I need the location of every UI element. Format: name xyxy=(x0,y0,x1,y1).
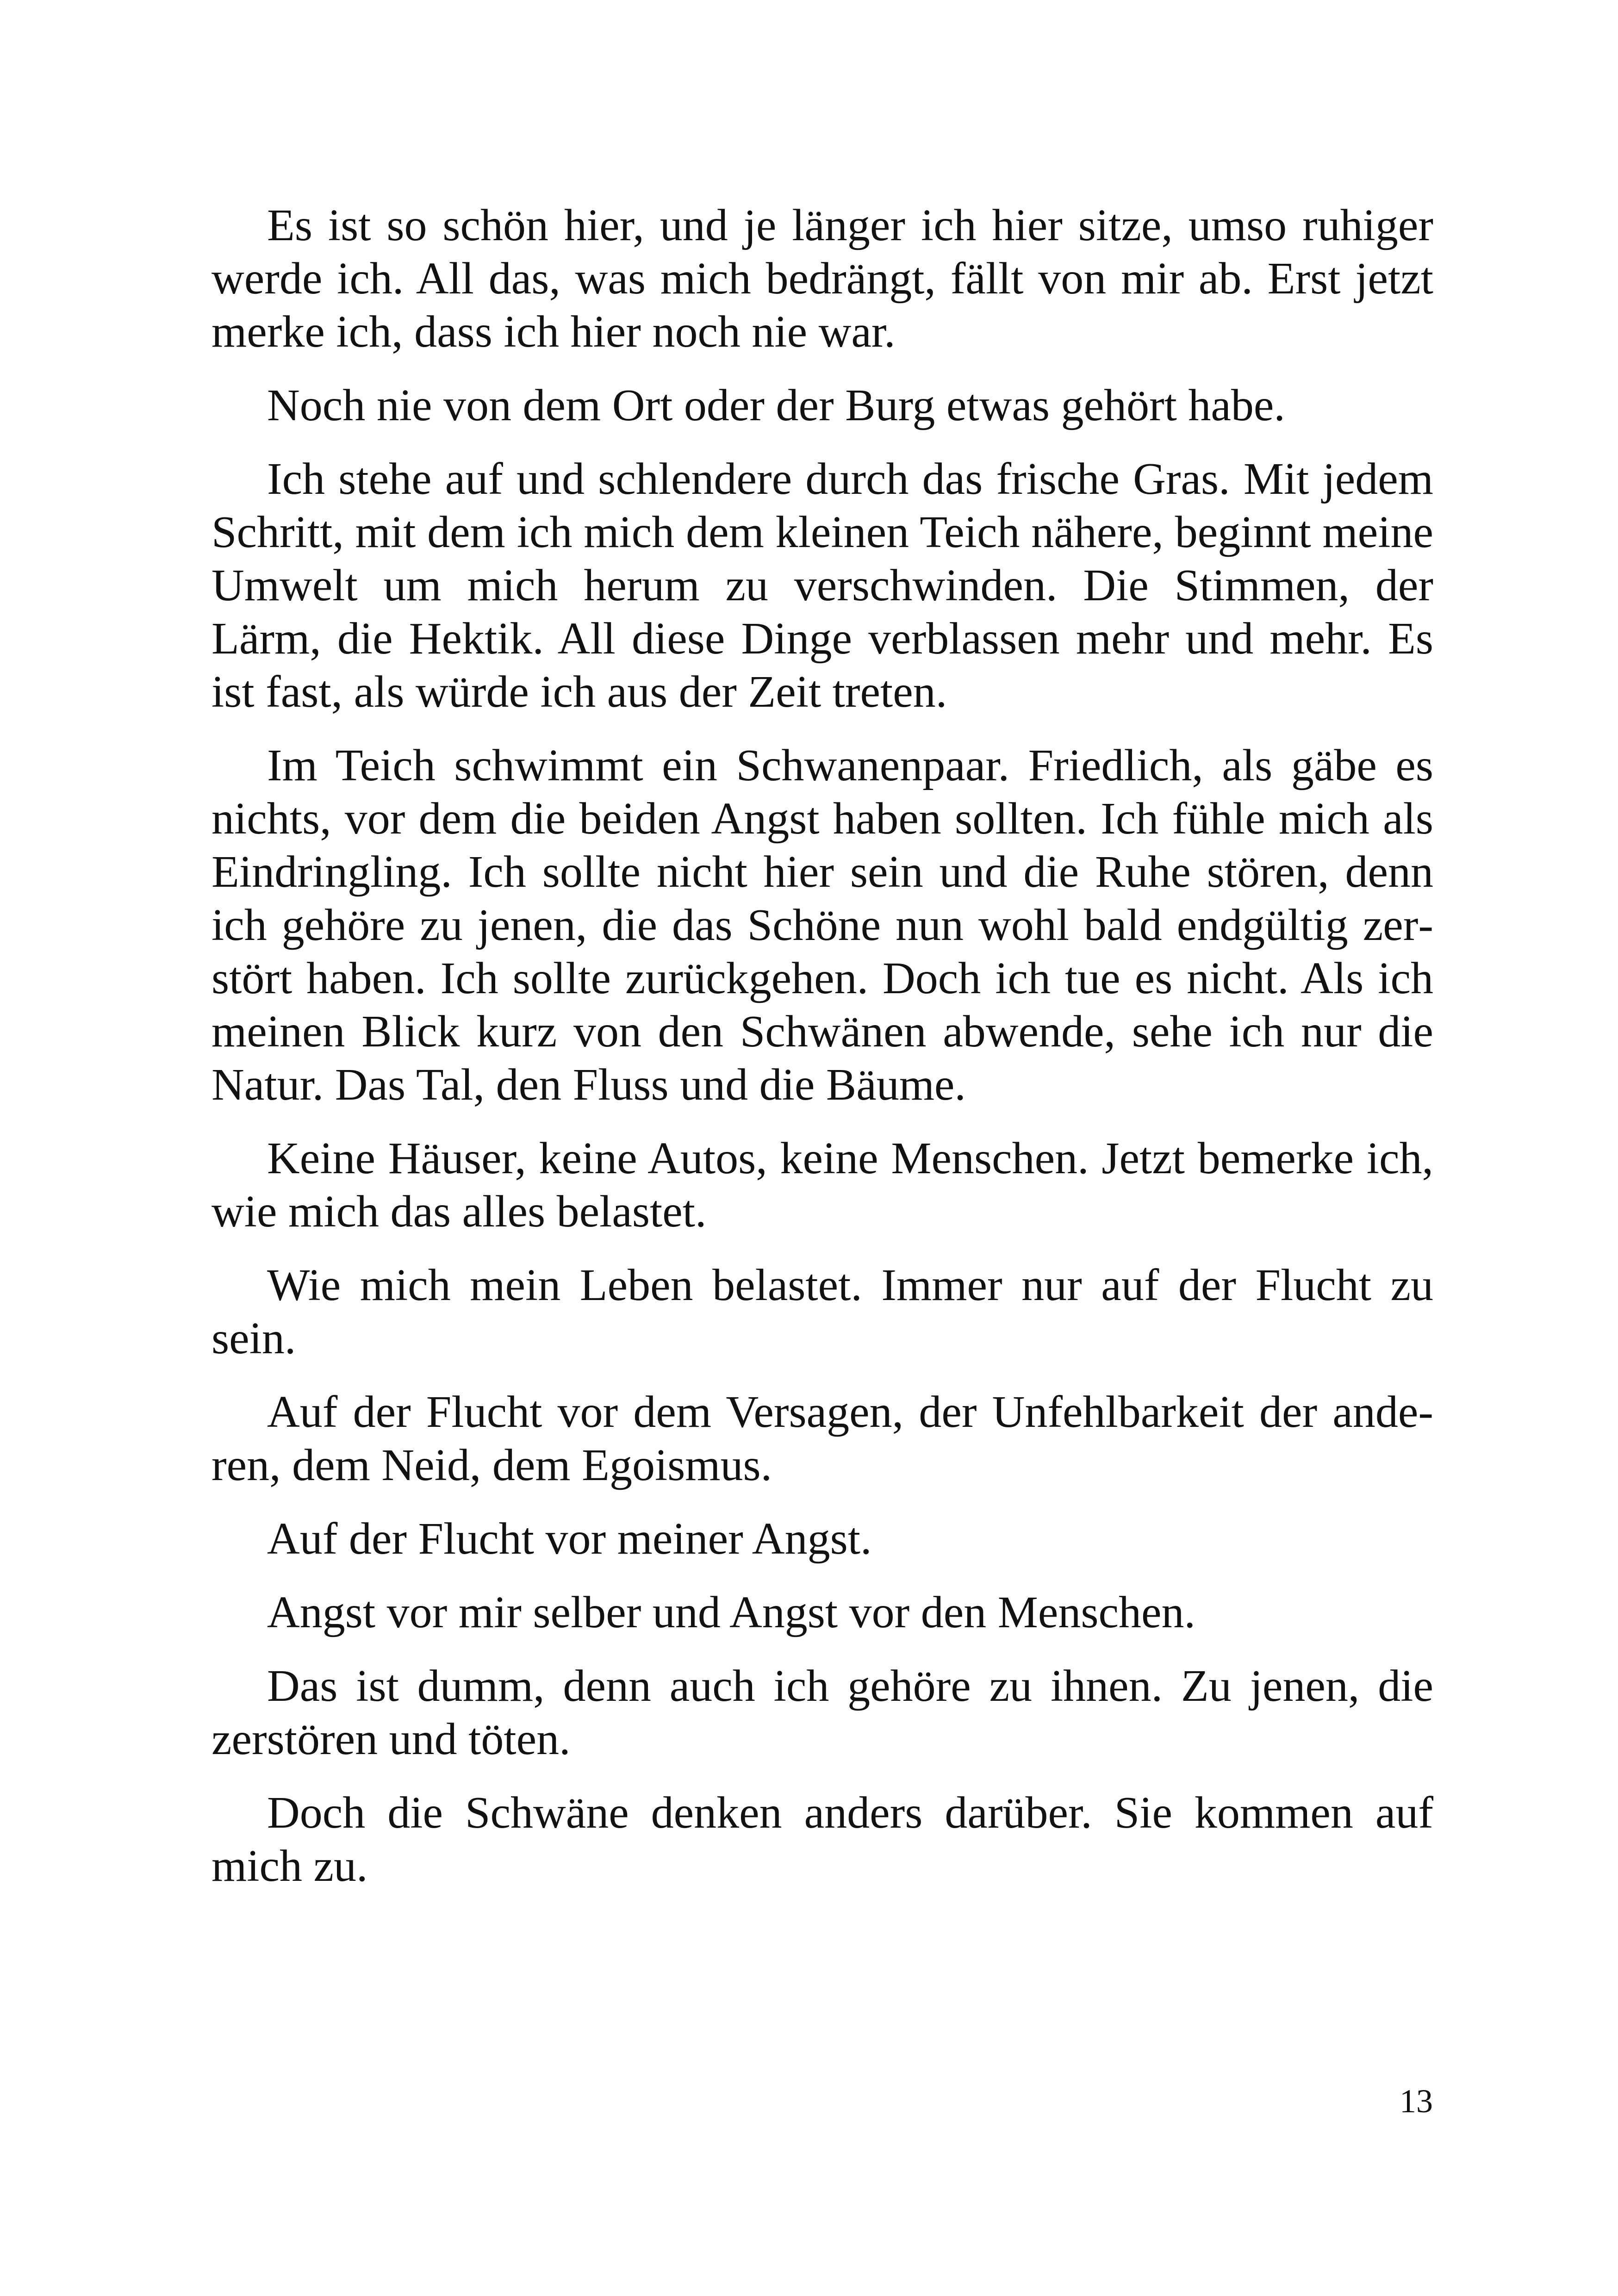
paragraph: Ich stehe auf und schlendere durch das frische Gras. Mit jedem Schritt, mit dem ich mich dem kleinen Teich nähere, beginnt meine Umwelt um mich herum zu verschwinden. Die Stimmen, der Lärm, die Hektik. All diese Dinge verblassen mehr und mehr. Es ist fast, als würde ich aus der Zeit treten. xyxy=(212,454,1433,717)
paragraph: Noch nie von dem Ort oder der Burg etwas gehört habe. xyxy=(267,380,1285,430)
paragraph: Keine Häuser, keine Autos, keine Menschen. Jetzt bemerke ich, wie mich das alles belastet. xyxy=(212,1133,1433,1237)
paragraph: Im Teich schwimmt ein Schwanenpaar. Friedlich, als gäbe es nichts, vor dem die beiden Angst haben sollten. Ich fühle mich als Eindringling. Ich sollte nicht hier sein und die Ruhe stören, denn ich gehöre zu jenen, die das Schöne nun wohl bald endgültig zerstört haben. Ich sollte zurückgehen. Doch ich tue es nicht. Als ich meinen Blick kurz von den Schwänen abwende, sehe ich nur die Natur. Das Tal, den Fluss und die Bäume. xyxy=(212,740,1433,1110)
paragraph: Doch die Schwäne denken anders darüber. Sie kommen auf mich zu. xyxy=(212,1788,1433,1891)
paragraph: Es ist so schön hier, und je länger ich hier sitze, umso ruhiger werde ich. All das, was mich bedrängt, fällt von mir ab. Erst jetzt merke ich, dass ich hier noch nie war. xyxy=(212,200,1433,357)
paragraph: Auf der Flucht vor meiner Angst. xyxy=(267,1514,872,1564)
paragraph: Angst vor mir selber und Angst vor den Menschen. xyxy=(267,1587,1195,1637)
paragraph: Das ist dumm, denn auch ich gehöre zu ihnen. Zu jenen, die zerstören und töten. xyxy=(212,1661,1433,1764)
paragraph: Wie mich mein Leben belastet. Immer nur auf der Flucht zu sein. xyxy=(212,1260,1433,1363)
page-number: 13 xyxy=(1400,2083,1433,2120)
paragraph: Auf der Flucht vor dem Versagen, der Unfehlbarkeit der anderen, dem Neid, dem Egoismus. xyxy=(212,1387,1433,1490)
body-text xyxy=(212,199,1433,1913)
